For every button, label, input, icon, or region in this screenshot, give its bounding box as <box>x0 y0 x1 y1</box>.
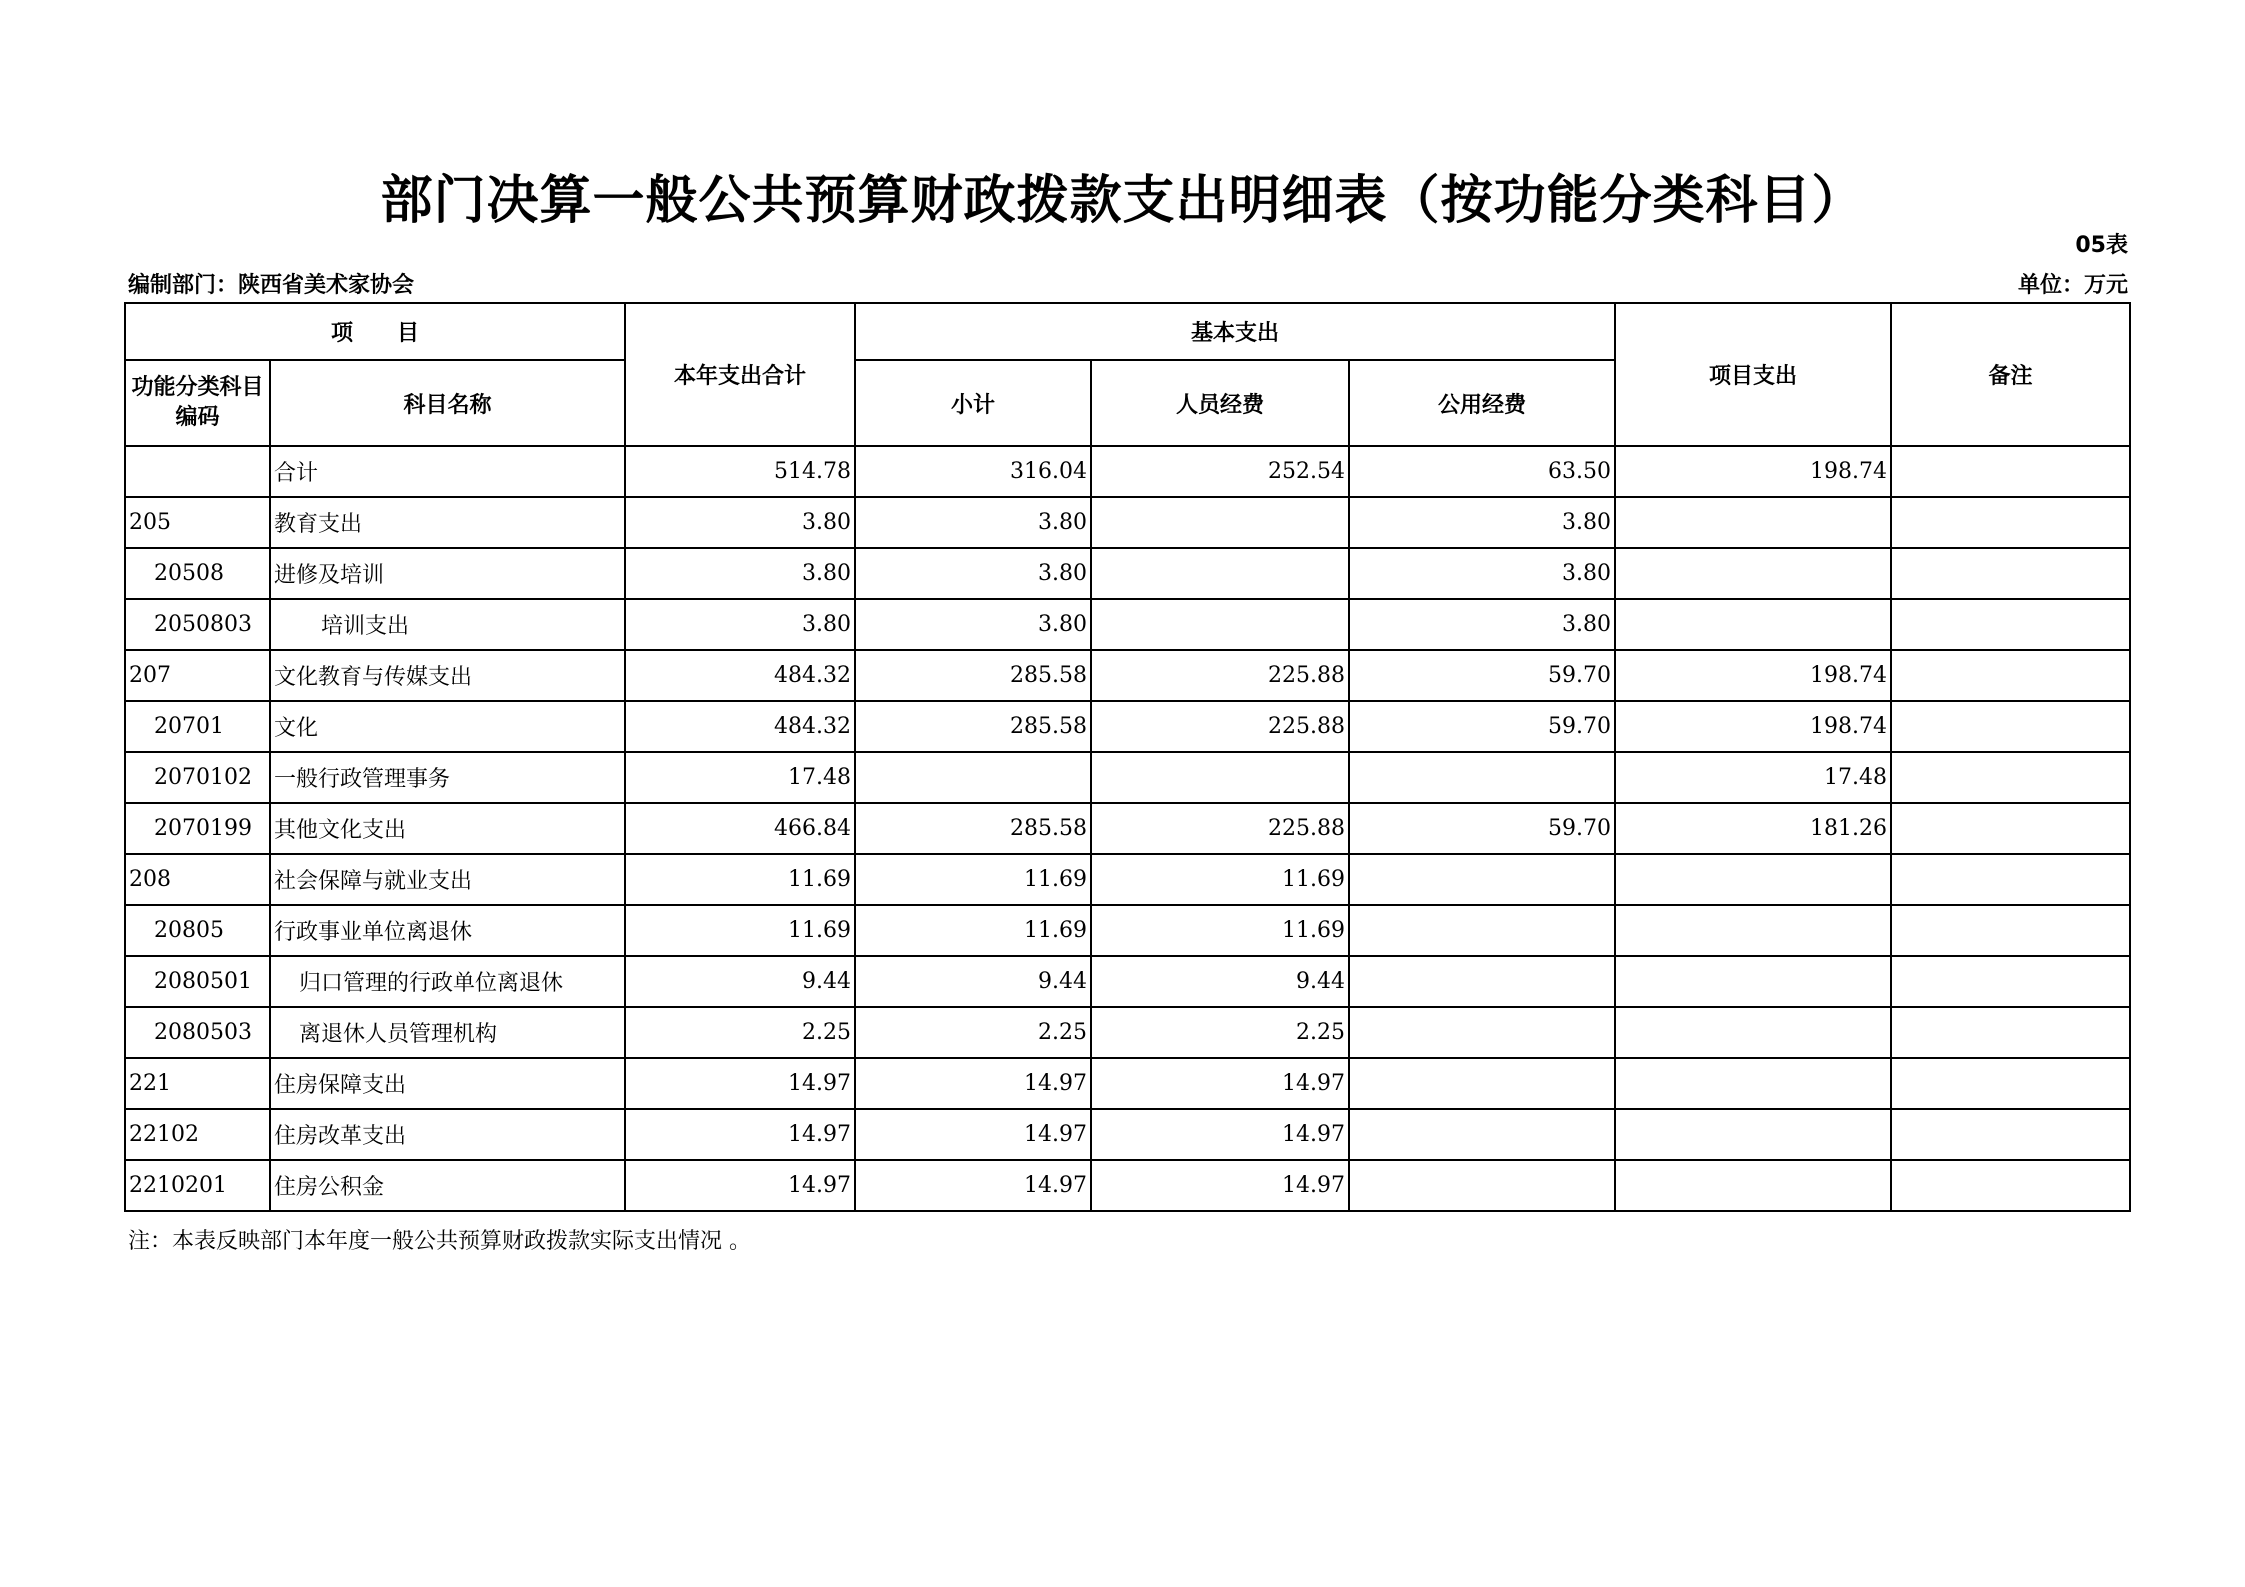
row-name: 合计 <box>270 446 625 497</box>
row-subtotal: 285.58 <box>855 803 1091 854</box>
table-row <box>125 548 2130 599</box>
row-name: 住房保障支出 <box>270 1058 625 1109</box>
row-name: 其他文化支出 <box>270 803 625 854</box>
row-project <box>1615 1160 1891 1211</box>
table-row <box>125 956 2130 1007</box>
header-item: 项 目 <box>125 303 625 360</box>
row-project: 17.48 <box>1615 752 1891 803</box>
row-remark <box>1891 1109 2130 1160</box>
row-subtotal: 9.44 <box>855 956 1091 1007</box>
row-remark <box>1891 650 2130 701</box>
row-project <box>1615 854 1891 905</box>
row-remark <box>1891 1160 2130 1211</box>
row-public: 3.80 <box>1349 599 1615 650</box>
row-project <box>1615 497 1891 548</box>
table-row <box>125 701 2130 752</box>
table-row <box>125 1007 2130 1058</box>
row-code: 221 <box>125 1058 270 1109</box>
row-personnel <box>1091 497 1349 548</box>
row-code: 205 <box>125 497 270 548</box>
row-public <box>1349 1160 1615 1211</box>
table-row <box>125 1058 2130 1109</box>
row-subtotal: 11.69 <box>855 905 1091 956</box>
header-basic: 基本支出 <box>855 303 1615 360</box>
row-public: 3.80 <box>1349 497 1615 548</box>
table-row <box>125 599 2130 650</box>
row-project <box>1615 956 1891 1007</box>
row-subtotal: 11.69 <box>855 854 1091 905</box>
row-name: 进修及培训 <box>270 548 625 599</box>
table-row <box>125 803 2130 854</box>
row-remark <box>1891 854 2130 905</box>
row-code: 2080503 <box>125 1007 270 1058</box>
table-row <box>125 650 2130 701</box>
row-public: 59.70 <box>1349 701 1615 752</box>
row-personnel: 225.88 <box>1091 803 1349 854</box>
row-total: 14.97 <box>625 1109 855 1160</box>
header-personnel: 人员经费 <box>1091 360 1349 446</box>
row-subtotal: 3.80 <box>855 599 1091 650</box>
row-name: 教育支出 <box>270 497 625 548</box>
row-code <box>125 446 270 497</box>
row-subtotal: 3.80 <box>855 497 1091 548</box>
row-subtotal: 14.97 <box>855 1058 1091 1109</box>
row-personnel: 9.44 <box>1091 956 1349 1007</box>
row-code: 2070102 <box>125 752 270 803</box>
row-total: 484.32 <box>625 650 855 701</box>
row-remark <box>1891 599 2130 650</box>
row-remark <box>1891 701 2130 752</box>
row-project <box>1615 548 1891 599</box>
row-remark <box>1891 446 2130 497</box>
header-project: 项目支出 <box>1615 303 1891 446</box>
row-total: 14.97 <box>625 1058 855 1109</box>
row-personnel <box>1091 599 1349 650</box>
row-public: 3.80 <box>1349 548 1615 599</box>
row-name: 行政事业单位离退休 <box>270 905 625 956</box>
page-title: 部门决算一般公共预算财政拨款支出明细表（按功能分类科目） <box>380 170 1865 231</box>
row-personnel: 2.25 <box>1091 1007 1349 1058</box>
unit-label: 单位：万元 <box>2017 273 2128 298</box>
row-code: 20805 <box>125 905 270 956</box>
row-personnel: 252.54 <box>1091 446 1349 497</box>
row-total: 3.80 <box>625 599 855 650</box>
row-personnel <box>1091 752 1349 803</box>
row-public: 59.70 <box>1349 650 1615 701</box>
row-personnel: 11.69 <box>1091 905 1349 956</box>
row-public <box>1349 956 1615 1007</box>
header-public: 公用经费 <box>1349 360 1615 446</box>
row-remark <box>1891 548 2130 599</box>
row-total: 3.80 <box>625 548 855 599</box>
expenditure-table <box>124 302 2131 1212</box>
row-public <box>1349 1058 1615 1109</box>
row-public <box>1349 905 1615 956</box>
row-total: 2.25 <box>625 1007 855 1058</box>
row-personnel <box>1091 548 1349 599</box>
row-remark <box>1891 1058 2130 1109</box>
row-remark <box>1891 905 2130 956</box>
row-name: 归口管理的行政单位离退休 <box>270 956 625 1007</box>
row-code: 208 <box>125 854 270 905</box>
row-subtotal: 285.58 <box>855 701 1091 752</box>
footnote: 注：本表反映部门本年度一般公共预算财政拨款实际支出情况 。 <box>128 1229 751 1254</box>
row-subtotal: 316.04 <box>855 446 1091 497</box>
table-row <box>125 1160 2130 1211</box>
row-total: 14.97 <box>625 1160 855 1211</box>
row-name: 离退休人员管理机构 <box>270 1007 625 1058</box>
header-subtotal: 小计 <box>855 360 1091 446</box>
row-code: 20508 <box>125 548 270 599</box>
row-project: 198.74 <box>1615 701 1891 752</box>
row-subtotal: 3.80 <box>855 548 1091 599</box>
row-total: 11.69 <box>625 905 855 956</box>
row-name: 住房公积金 <box>270 1160 625 1211</box>
row-public <box>1349 854 1615 905</box>
row-remark <box>1891 803 2130 854</box>
row-project <box>1615 599 1891 650</box>
row-code: 22102 <box>125 1109 270 1160</box>
row-subtotal: 14.97 <box>855 1160 1091 1211</box>
row-total: 484.32 <box>625 701 855 752</box>
row-subtotal: 14.97 <box>855 1109 1091 1160</box>
header-code: 功能分类科目编码 <box>125 360 270 446</box>
row-project: 198.74 <box>1615 446 1891 497</box>
table-row <box>125 497 2130 548</box>
row-code: 20701 <box>125 701 270 752</box>
row-project <box>1615 905 1891 956</box>
row-personnel: 14.97 <box>1091 1109 1349 1160</box>
table-row <box>125 446 2130 497</box>
row-name: 文化 <box>270 701 625 752</box>
row-name: 住房改革支出 <box>270 1109 625 1160</box>
row-personnel: 14.97 <box>1091 1058 1349 1109</box>
row-public <box>1349 752 1615 803</box>
row-code: 207 <box>125 650 270 701</box>
row-code: 2080501 <box>125 956 270 1007</box>
row-remark <box>1891 497 2130 548</box>
row-personnel: 225.88 <box>1091 650 1349 701</box>
row-total: 11.69 <box>625 854 855 905</box>
row-code: 2210201 <box>125 1160 270 1211</box>
row-name: 文化教育与传媒支出 <box>270 650 625 701</box>
row-public <box>1349 1007 1615 1058</box>
row-public: 59.70 <box>1349 803 1615 854</box>
row-personnel: 225.88 <box>1091 701 1349 752</box>
header-name: 科目名称 <box>270 360 625 446</box>
row-total: 514.78 <box>625 446 855 497</box>
row-name: 一般行政管理事务 <box>270 752 625 803</box>
header-remark: 备注 <box>1891 303 2130 446</box>
row-subtotal: 2.25 <box>855 1007 1091 1058</box>
row-name: 社会保障与就业支出 <box>270 854 625 905</box>
header-total: 本年支出合计 <box>625 303 855 446</box>
row-project: 198.74 <box>1615 650 1891 701</box>
row-public: 63.50 <box>1349 446 1615 497</box>
row-project <box>1615 1007 1891 1058</box>
row-personnel: 11.69 <box>1091 854 1349 905</box>
row-total: 9.44 <box>625 956 855 1007</box>
row-subtotal: 285.58 <box>855 650 1091 701</box>
row-remark <box>1891 1007 2130 1058</box>
row-total: 17.48 <box>625 752 855 803</box>
row-remark <box>1891 956 2130 1007</box>
table-number: 05表 <box>2075 233 2128 258</box>
row-code: 2070199 <box>125 803 270 854</box>
table-row <box>125 1109 2130 1160</box>
row-remark <box>1891 752 2130 803</box>
table-row <box>125 854 2130 905</box>
row-subtotal <box>855 752 1091 803</box>
row-code: 2050803 <box>125 599 270 650</box>
table-row <box>125 752 2130 803</box>
row-total: 3.80 <box>625 497 855 548</box>
row-name: 培训支出 <box>270 599 625 650</box>
row-total: 466.84 <box>625 803 855 854</box>
department-label: 编制部门：陕西省美术家协会 <box>128 273 415 298</box>
row-personnel: 14.97 <box>1091 1160 1349 1211</box>
row-project <box>1615 1109 1891 1160</box>
row-project: 181.26 <box>1615 803 1891 854</box>
row-project <box>1615 1058 1891 1109</box>
table-row <box>125 905 2130 956</box>
row-public <box>1349 1109 1615 1160</box>
